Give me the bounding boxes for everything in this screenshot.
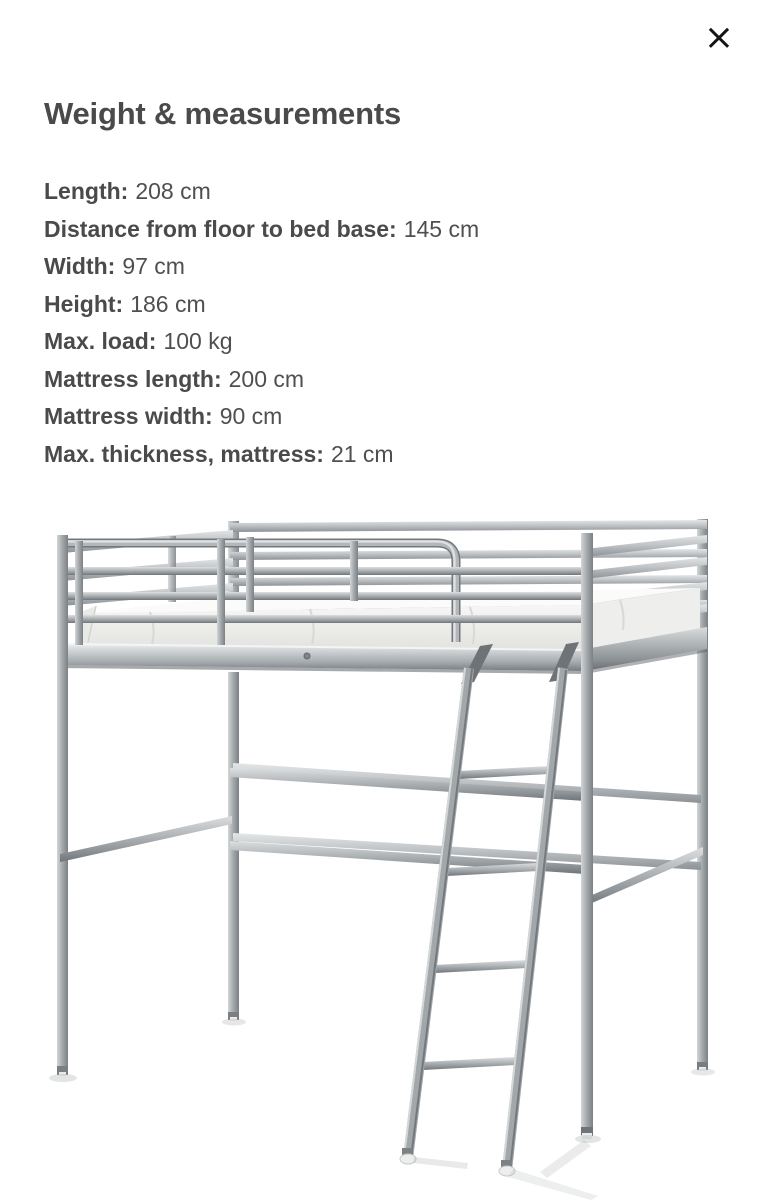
measurement-label: Mattress length: — [44, 365, 222, 392]
measurement-value: 200 cm — [228, 365, 305, 392]
measurement-label: Distance from floor to bed base: — [44, 215, 397, 242]
measurement-value: 145 cm — [403, 215, 480, 242]
measurement-label: Length: — [44, 178, 129, 204]
measurement-row — [44, 361, 644, 399]
close-button[interactable] — [699, 18, 739, 58]
measurement-row — [44, 286, 644, 324]
loft-bed-illustration — [40, 515, 740, 1200]
support-braces — [60, 763, 703, 906]
measurement-row — [44, 398, 644, 436]
measurement-value: 21 cm — [330, 440, 394, 467]
measurement-row — [44, 248, 644, 286]
measurement-label: Max. load: — [44, 328, 157, 354]
measurement-label: Max. thickness, mattress: — [44, 440, 324, 467]
measurement-row — [44, 211, 644, 249]
measurement-label: Mattress width: — [44, 403, 213, 429]
measurement-value: 100 kg — [163, 328, 233, 354]
product-image — [40, 515, 740, 1200]
measurement-value: 90 cm — [219, 403, 283, 429]
front-right-leg — [581, 533, 593, 1139]
modal-title: Weight & measurements — [44, 96, 401, 131]
measurement-value: 186 cm — [130, 290, 206, 317]
measurement-label: Height: — [44, 290, 124, 317]
measurements-list — [44, 173, 644, 473]
measurement-value: 97 cm — [122, 253, 185, 279]
measurement-row — [44, 436, 644, 474]
measurement-label: Width: — [44, 253, 116, 279]
measurement-row — [44, 323, 644, 361]
ladder — [400, 667, 568, 1176]
measurement-row — [44, 173, 644, 211]
floor-shadows — [49, 1019, 715, 1200]
close-icon: × — [703, 17, 735, 58]
measurement-value: 208 cm — [135, 178, 211, 204]
